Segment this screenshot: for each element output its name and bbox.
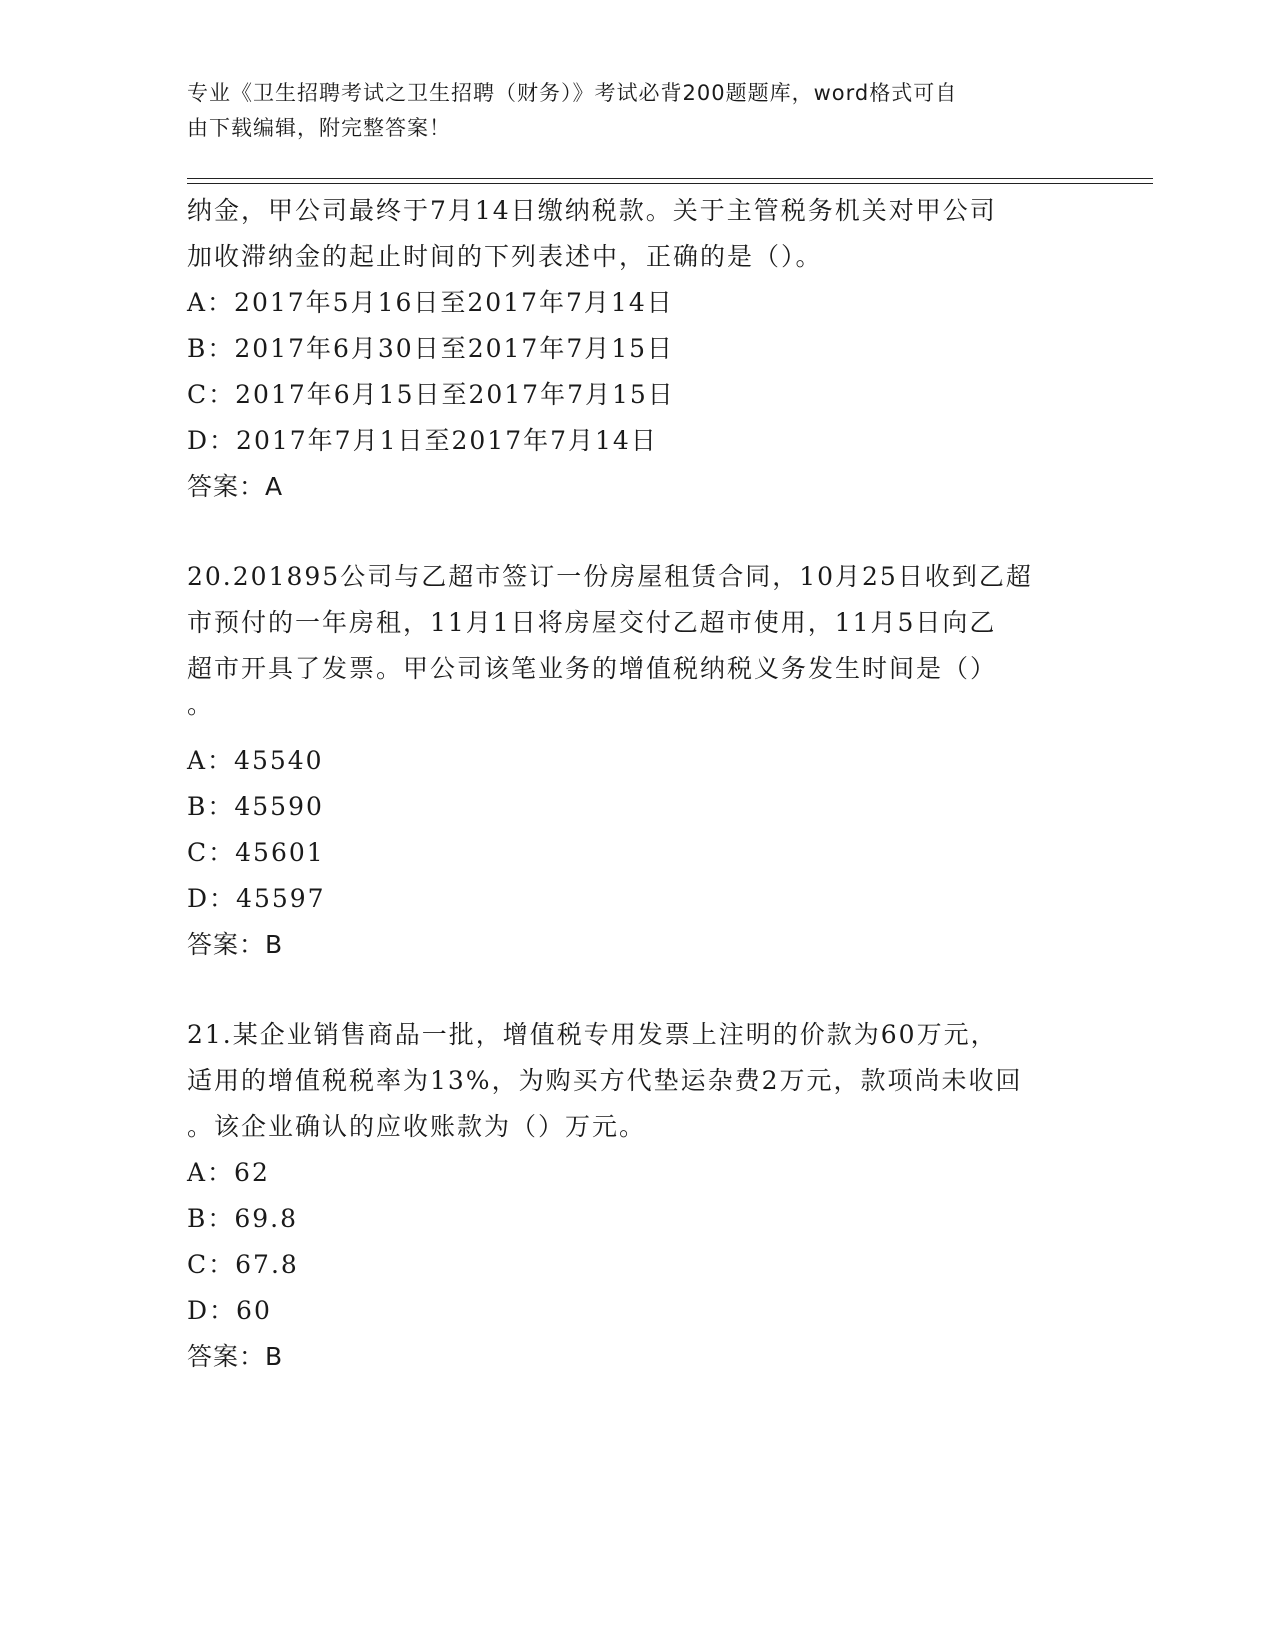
- question-19: [187, 188, 1087, 510]
- option-c: C：67.8: [187, 1250, 299, 1279]
- question-20: [187, 554, 1087, 968]
- question-text-line: 纳金，甲公司最终于7月14日缴纳税款。关于主管税务机关对甲公司: [187, 196, 997, 225]
- option-c: C：2017年6月15日至2017年7月15日: [187, 380, 675, 409]
- option-b: B：2017年6月30日至2017年7月15日: [187, 334, 675, 363]
- option-d: D：45597: [187, 884, 326, 913]
- answer-label: 答案：A: [187, 472, 284, 501]
- question-21: [187, 1012, 1087, 1380]
- answer-label: 答案：B: [187, 930, 284, 959]
- header-line-1: 专业《卫生招聘考试之卫生招聘（财务）》考试必背200题题库，word格式可自: [187, 81, 958, 105]
- question-text-line: 。: [187, 690, 215, 719]
- question-text-line: 加收滞纳金的起止时间的下列表述中，正确的是（）。: [187, 242, 823, 271]
- question-text-line: 超市开具了发票。甲公司该笔业务的增值税纳税义务发生时间是（）: [187, 654, 998, 683]
- spacer: [187, 510, 1087, 554]
- header-divider-top: [187, 178, 1153, 179]
- header-line-2: 由下载编辑，附完整答案！: [187, 116, 451, 140]
- option-d: D：60: [187, 1296, 272, 1325]
- question-text-line: 市预付的一年房租，11月1日将房屋交付乙超市使用，11月5日向乙: [187, 608, 997, 637]
- option-a: A：45540: [187, 746, 324, 775]
- option-b: B：69.8: [187, 1204, 299, 1233]
- option-a: A：2017年5月16日至2017年7月14日: [187, 288, 674, 317]
- document-header: [187, 76, 1067, 146]
- question-text-line: 20.201895公司与乙超市签订一份房屋租赁合同，10月25日收到乙超: [187, 562, 1033, 591]
- question-text-line: 适用的增值税税率为13%，为购买方代垫运杂费2万元，款项尚未收回: [187, 1066, 1023, 1095]
- header-divider-bottom: [187, 183, 1153, 184]
- question-text-line: 。该企业确认的应收账款为（）万元。: [187, 1112, 647, 1141]
- option-a: A：62: [187, 1158, 270, 1187]
- option-b: B：45590: [187, 792, 324, 821]
- spacer: [187, 968, 1087, 1012]
- option-d: D：2017年7月1日至2017年7月14日: [187, 426, 658, 455]
- question-text-line: 21.某企业销售商品一批，增值税专用发票上注明的价款为60万元，: [187, 1020, 998, 1049]
- answer-label: 答案：B: [187, 1342, 284, 1371]
- question-content: [187, 188, 1087, 1380]
- option-c: C：45601: [187, 838, 325, 867]
